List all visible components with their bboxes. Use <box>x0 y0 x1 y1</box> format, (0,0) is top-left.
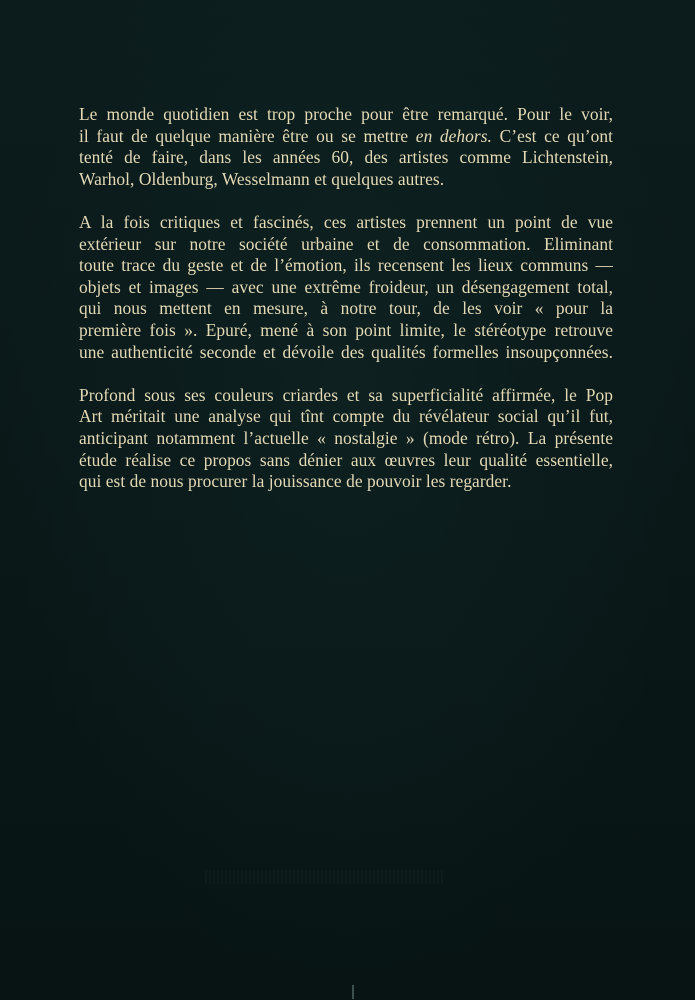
text-line: objets et images — avec une extrême froideur, un désengagement total, <box>79 276 613 297</box>
text-line: anticipant notamment l’actuelle « nostalgie » (mode rétro). La présente <box>79 427 613 448</box>
text-line: qui nous mettent en mesure, à notre tour, de les voir « pour la <box>79 298 613 319</box>
text-line: Profond sous ses couleurs criardes et sa superficialité affirmée, le Pop <box>79 384 613 405</box>
text-line <box>79 126 613 148</box>
text-line: étude réalise ce propos sans dénier aux œuvres leur qualité essentielle, <box>79 449 613 470</box>
faint-printed-strip <box>205 870 445 884</box>
text-line: A la fois critiques et fascinés, ces artistes prennent un point de vue <box>79 211 613 232</box>
text-segment: il faut de quelque manière être ou se mettre <box>79 125 409 146</box>
text-line: extérieur sur notre société urbaine et de consommation. Eliminant <box>79 233 613 254</box>
cover-blurb <box>79 104 613 514</box>
paragraph-2 <box>79 212 613 363</box>
text-line: Warhol, Oldenburg, Wesselmann et quelques autres. <box>79 168 445 189</box>
italic-phrase: en dehors. <box>415 125 492 146</box>
text-line: toute trace du geste et de l’émotion, ils recensent les lieux communs — <box>79 255 613 276</box>
text-line: Le monde quotidien est trop proche pour être remarqué. Pour le voir, <box>79 104 613 124</box>
text-line: première fois ». Epuré, mené à son point limite, le stéréotype retrouve <box>79 319 613 340</box>
scan-artifact-mark <box>352 985 354 999</box>
paragraph-3 <box>79 385 613 493</box>
text-line: tenté de faire, dans les années 60, des artistes comme Lichtenstein, <box>79 147 613 168</box>
paragraph-1 <box>79 104 613 190</box>
text-line: une authenticité seconde et dévoile des qualités formelles insoupçonnées. <box>79 341 613 362</box>
text-line: Art méritait une analyse qui tînt compte du révélateur social qu’il fut, <box>79 406 613 427</box>
text-line: qui est de nous procurer la jouissance de pouvoir les regarder. <box>79 471 512 492</box>
text-segment: C’est ce qu’ont <box>491 125 613 146</box>
